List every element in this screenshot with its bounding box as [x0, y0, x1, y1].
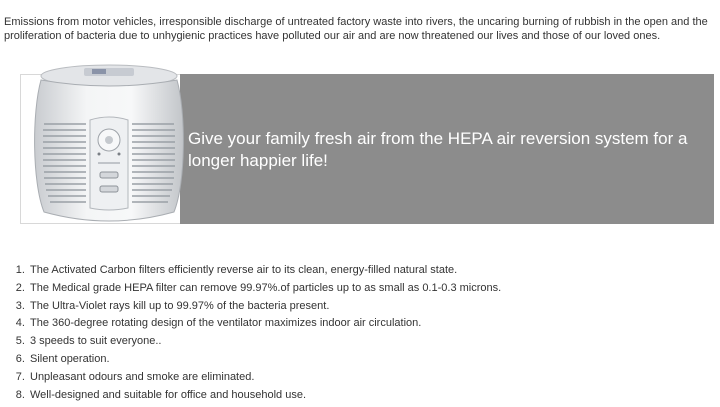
air-purifier-icon	[24, 62, 194, 226]
features-list	[4, 262, 501, 404]
product-banner	[20, 62, 714, 224]
list-item: 3. The Ultra-Violet rays kill up to 99.97% of the bacteria present.	[28, 298, 501, 316]
list-item: 7. Unpleasant odours and smoke are eliminated.	[28, 369, 501, 387]
list-item: 4. The 360-degree rotating design of the ventilator maximizes indoor air circulation.	[28, 315, 501, 333]
intro-paragraph: Emissions from motor vehicles, irresponsible discharge of untreated factory waste into rivers, the uncaring burning of rubbish in the open and the proliferation of bacteria due to unhygienic practices have polluted our air and are now threatened our lives and those of our loved ones.	[4, 16, 708, 42]
list-item: 6. Silent operation.	[28, 351, 501, 369]
list-item: 2. The Medical grade HEPA filter can remove 99.97%.of particles up to as small as 0.1-0.3 microns.	[28, 280, 501, 298]
list-item: 8. Well-designed and suitable for office and household use.	[28, 387, 501, 405]
banner-headline: Give your family fresh air from the HEPA air reversion system for a longer happier life!	[188, 129, 688, 170]
list-item: 5. 3 speeds to suit everyone..	[28, 333, 501, 351]
list-item: 1. The Activated Carbon filters efficiently reverse air to its clean, energy-filled natural state.	[28, 262, 501, 280]
